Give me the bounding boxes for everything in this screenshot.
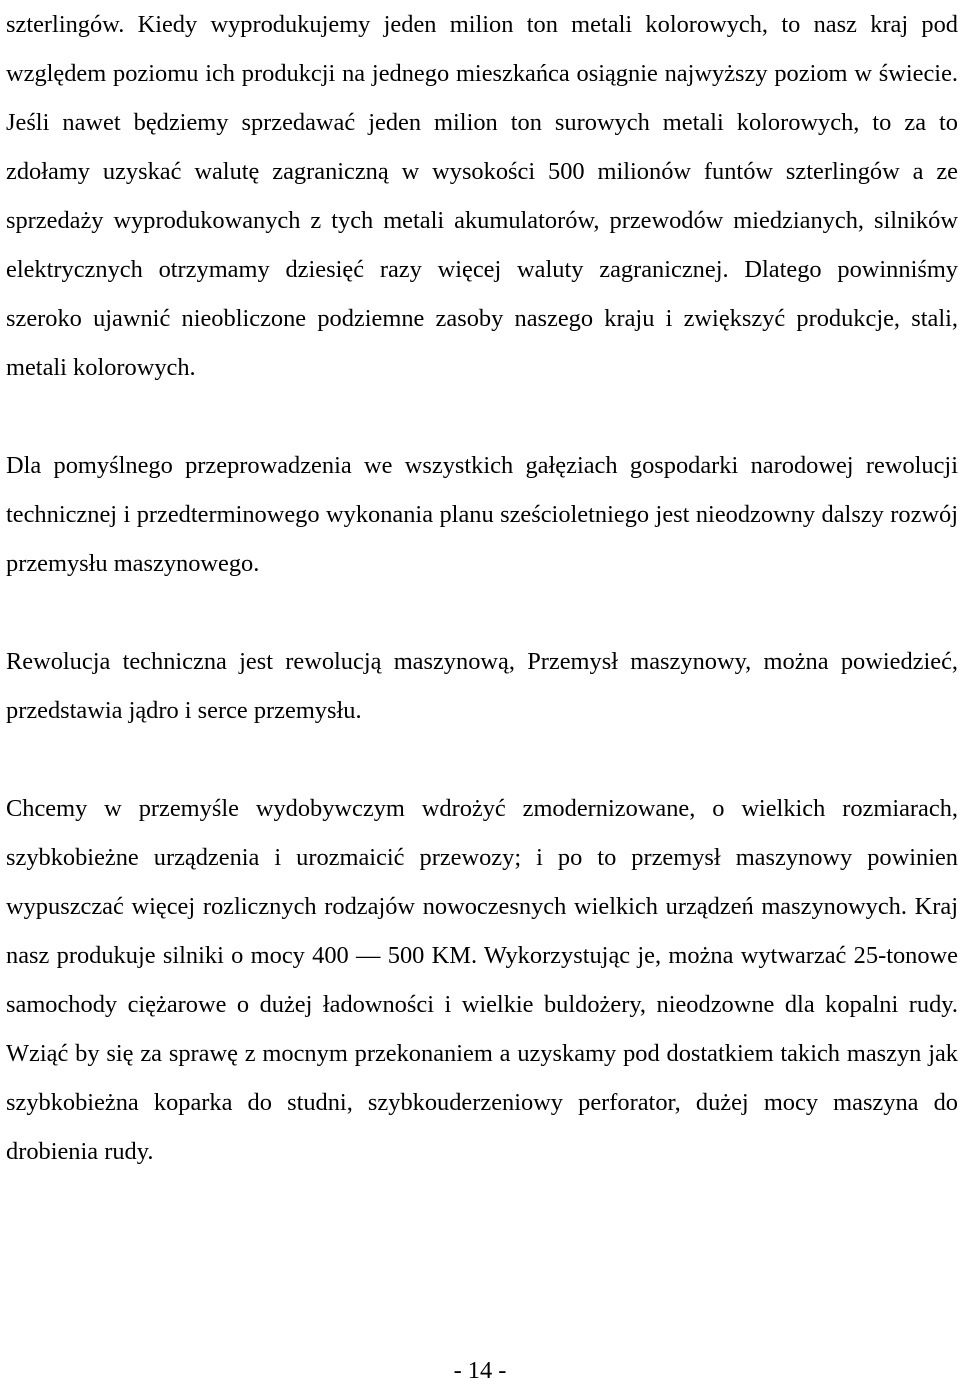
paragraph-foreign-currency: szterlingów. Kiedy wyprodukujemy jeden milion ton metali kolorowych, to nasz kraj pod względem poziomu ich produkcji na jednego mieszkańca osiągnie najwyższy poziom w świecie. Jeśli nawet będziemy sprzedawać jeden milion ton surowych metali kolorowych, to za to zdołamy uzyskać walutę zagraniczną w wysokości 500 milionów funtów szterlingów a ze sprzedaży wyprodukowanych z tych metali akumulatorów, przewodów miedzianych, silników elektrycznych otrzymamy dziesięć razy więcej waluty zagranicznej. Dlatego powinniśmy szeroko ujawnić nieobliczone podziemne zasoby naszego kraju i zwiększyć produkcje, stali, metali kolorowych. bbox=[6, 11, 958, 381]
document-body bbox=[6, 0, 958, 1176]
paragraph-mining-machines: Chcemy w przemyśle wydobywczym wdrożyć zmodernizowane, o wielkich rozmiarach, szybkobieżne urządzenia i urozmaicić przewozy; i po to przemysł maszynowy powinien wypuszczać więcej rozlicznych rodzajów nowoczesnych wielkich urządzeń maszynowych. Kraj nasz produkuje silniki o mocy 400 — 500 KM. Wykorzystując je, można wytwarzać 25-tonowe samochody ciężarowe o dużej ładowności i wielkie buldożery, nieodzowne dla kopalni rudy. Wziąć by się za sprawę z mocnym przekonaniem a uzyskamy pod dostatkiem takich maszyn jak szybkobieżna koparka do studni, szybkouderzeniowy perforator, dużej mocy maszyna do drobienia rudy. bbox=[6, 795, 958, 1165]
paragraph-machine-industry: Rewolucja techniczna jest rewolucją maszynową, Przemysł maszynowy, można powiedzieć, przedstawia jądro i serce przemysłu. bbox=[6, 648, 958, 724]
paragraph-technical-revolution: Dla pomyślnego przeprowadzenia we wszystkich gałęziach gospodarki narodowej rewolucji technicznej i przedterminowego wykonania planu sześcioletniego jest nieodzowny dalszy rozwój przemysłu maszynowego. bbox=[6, 452, 958, 577]
page-number: - 14 - bbox=[453, 1357, 507, 1384]
